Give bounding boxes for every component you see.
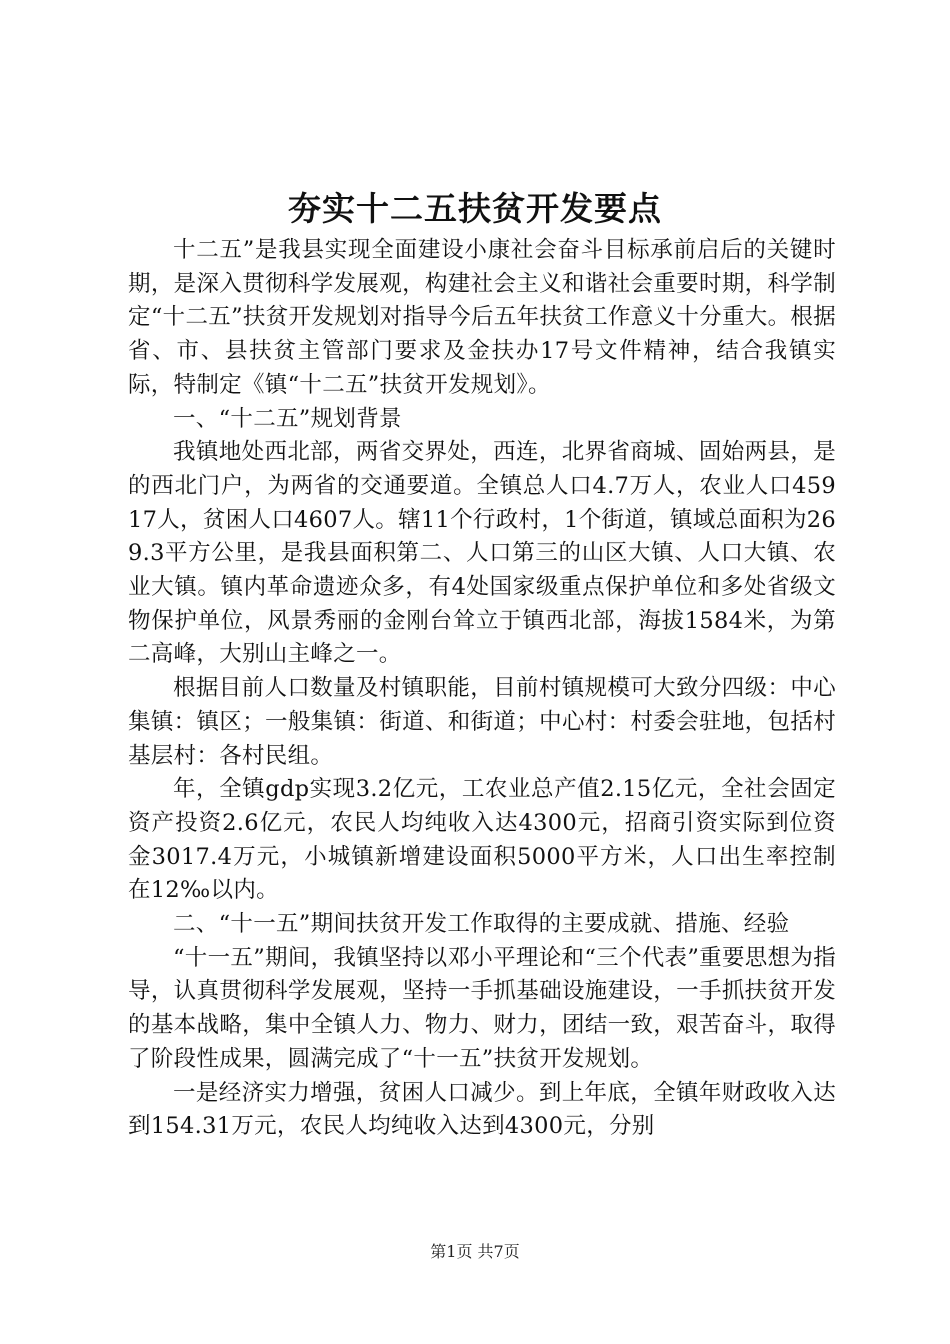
document-title: 夯实十二五扶贫开发要点 bbox=[288, 189, 662, 228]
section-heading-1: 一、“十二五”规划背景 bbox=[173, 405, 402, 432]
paragraph-town-levels: 根据目前人口数量及村镇职能，目前村镇规模可大致分四级：中心集镇：镇区；一般集镇：街道、和街道；中心村：村委会驻地，包括村基层村：各村民组。 bbox=[128, 675, 836, 769]
section-heading-2: 二、“十一五”期间扶贫开发工作取得的主要成就、措施、经验 bbox=[173, 911, 790, 938]
page-footer: 第1页 共7页 bbox=[430, 1242, 520, 1261]
paragraph-economy: 年，全镇gdp实现3.2亿元，工农业总产值2.15亿元，全社会固定资产投资2.6亿元，农民人均纯收入达4300元，招商引资实际到位资金3017.4万元，小城镇新增建设面积5000平方米，人口出生率控制在12‰以内。 bbox=[128, 776, 836, 904]
paragraph-intro: 十二五”是我县实现全面建设小康社会奋斗目标承前启后的关键时期，是深入贯彻科学发展观，构建社会主义和谐社会重要时期，科学制定“十二五”扶贫开发规划对指导今后五年扶贫工作意义十分重大。根据省、市、县扶贫主管部门要求及金扶办17号文件精神，结合我镇实际，特制定《镇“十二五”扶贫开发规划》。 bbox=[128, 237, 836, 398]
paragraph-point-one: 一是经济实力增强，贫困人口减少。到上年底，全镇年财政收入达到154.31万元，农民人均纯收入达到4300元，分别 bbox=[128, 1079, 836, 1140]
document-body bbox=[128, 234, 836, 1144]
paragraph-background: 我镇地处西北部，两省交界处，西连，北界省商城、固始两县，是的西北门户，为两省的交通要道。全镇总人口4.7万人，农业人口45917人，贫困人口4607人。辖11个行政村，1个街道，镇域总面积为269.3平方公里，是我县面积第二、人口第三的山区大镇、人口大镇、农业大镇。镇内革命遗迹众多，有4处国家级重点保护单位和多处省级文物保护单位，风景秀丽的金刚台耸立于镇西北部，海拔1584米，为第二高峰，大别山主峰之一。 bbox=[128, 439, 836, 668]
paragraph-achievements: “十一五”期间，我镇坚持以邓小平理论和“三个代表”重要思想为指导，认真贯彻科学发展观，坚持一手抓基础设施建设，一手抓扶贫开发的基本战略，集中全镇人力、物力、财力，团结一致，艰苦奋斗，取得了阶段性成果，圆满完成了“十一五”扶贫开发规划。 bbox=[128, 944, 836, 1072]
